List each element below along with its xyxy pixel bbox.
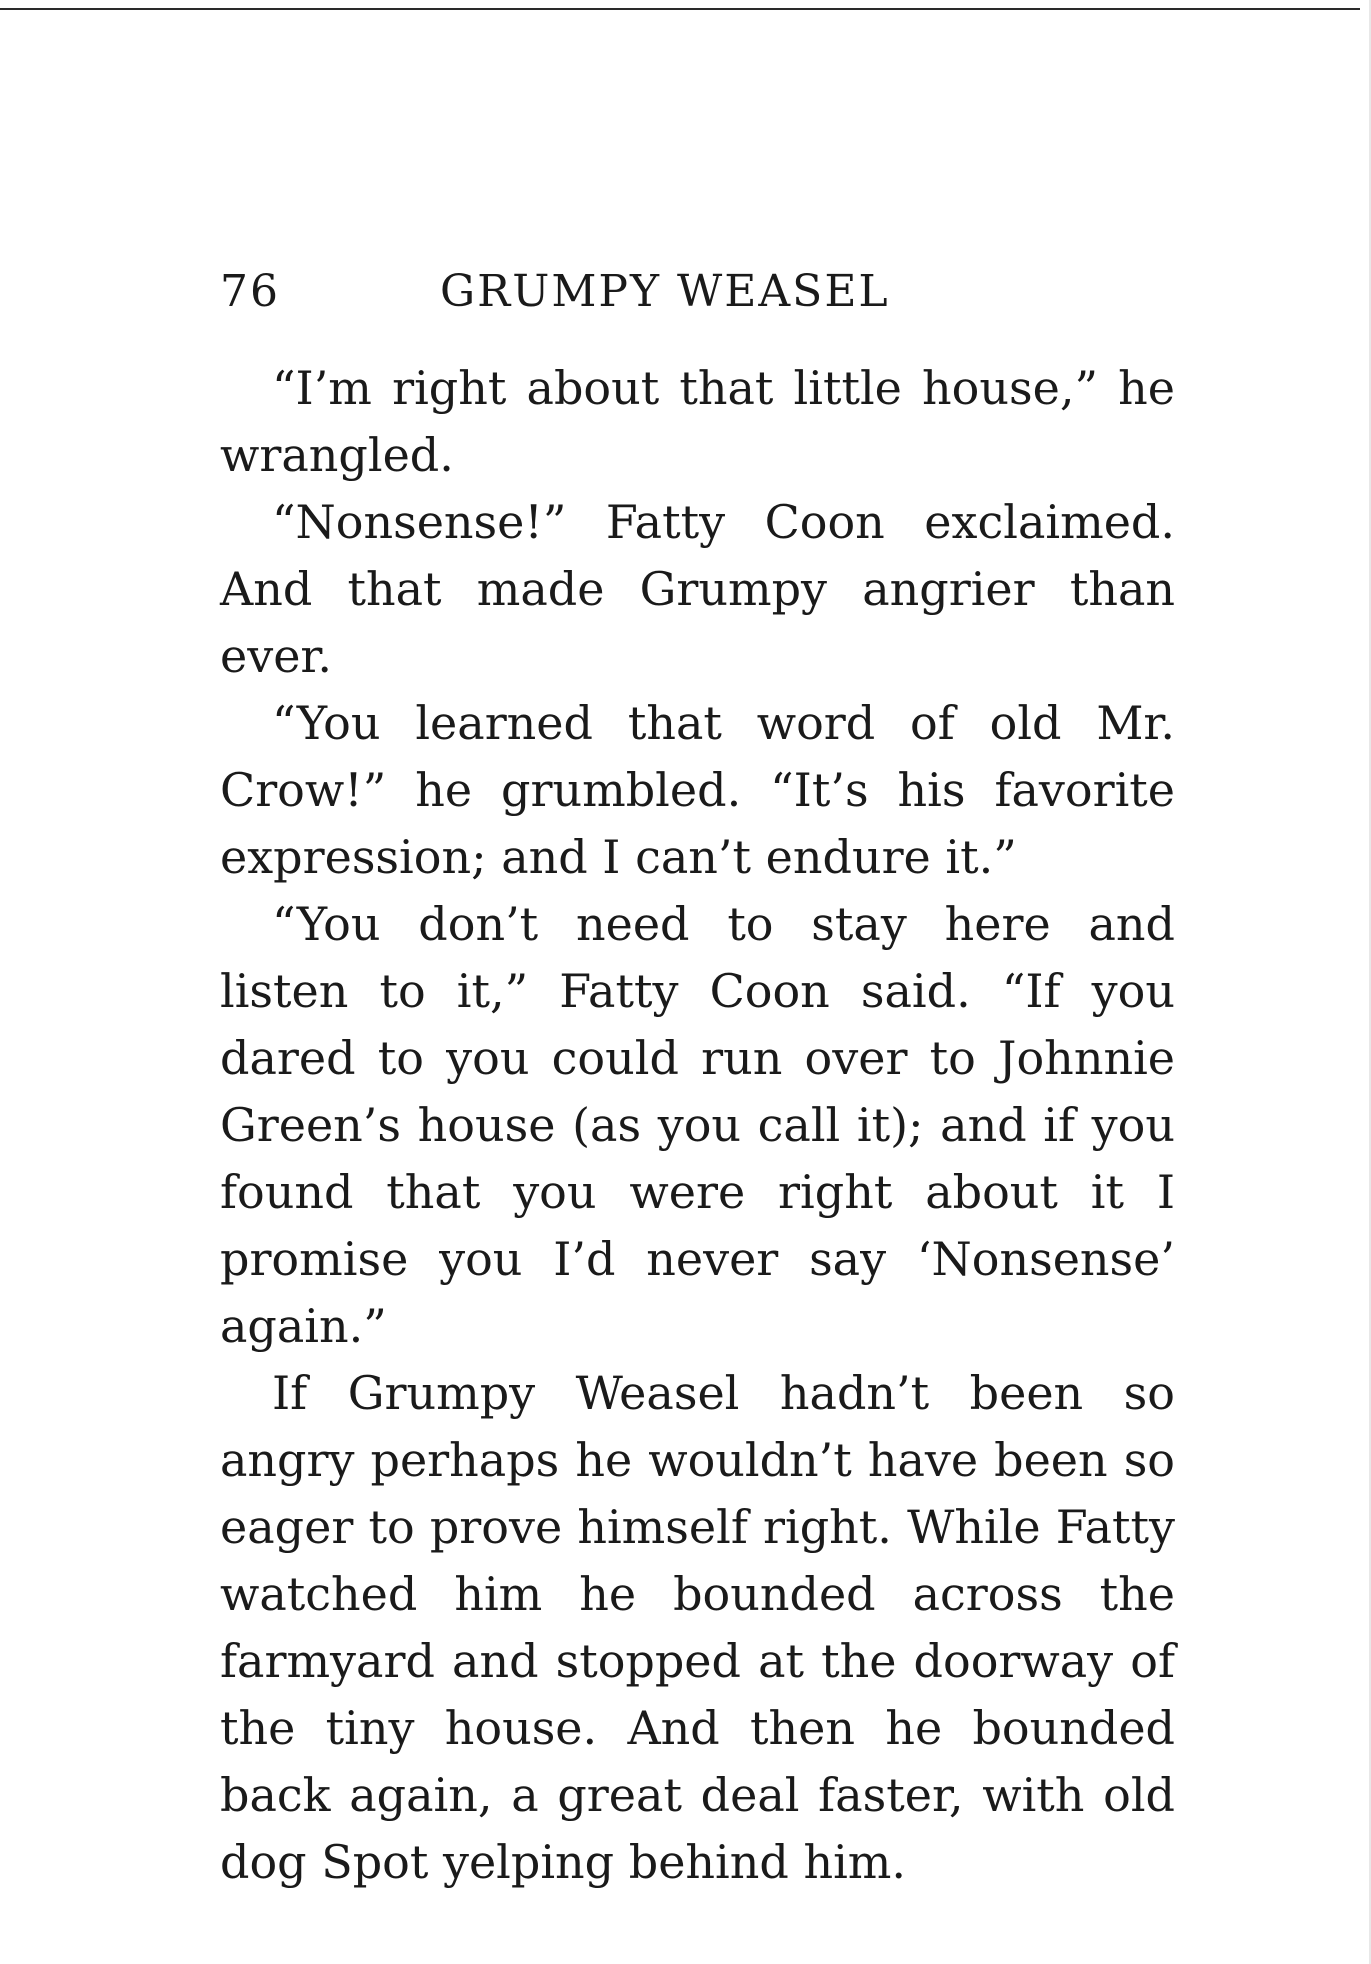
running-head [220,262,1180,322]
paragraph: “You don’t need to stay here and listen to it,” Fatty Coon said. “If you dared to you could run over to Johnnie Green’s house (as you call it); and if you found that you were right about it I promise you I’d never say ‘Nonsense’ again.” [220,897,1175,1353]
page-number: 76 [220,266,280,317]
paragraph: “You learned that word of old Mr. Crow!” he grumbled. “It’s his favorite expression; and I can’t endure it.” [220,696,1175,884]
paragraph: “Nonsense!” Fatty Coon exclaimed. And that made Grumpy angrier than ever. [220,495,1175,683]
paragraph: “I’m right about that little house,” he wrangled. [220,361,1175,482]
paragraph: If Grumpy Weasel hadn’t been so angry perhaps he wouldn’t have been so eager to prove himself right. While Fatty watched him he bounded across the farmyard and stopped at the doorway of the tiny house. And then he bounded back again, a great deal faster, with old dog Spot yelping behind him. [220,1366,1175,1889]
page-title: GRUMPY WEASEL [440,266,890,317]
body-text [220,355,1175,1896]
top-rule [0,8,1360,10]
